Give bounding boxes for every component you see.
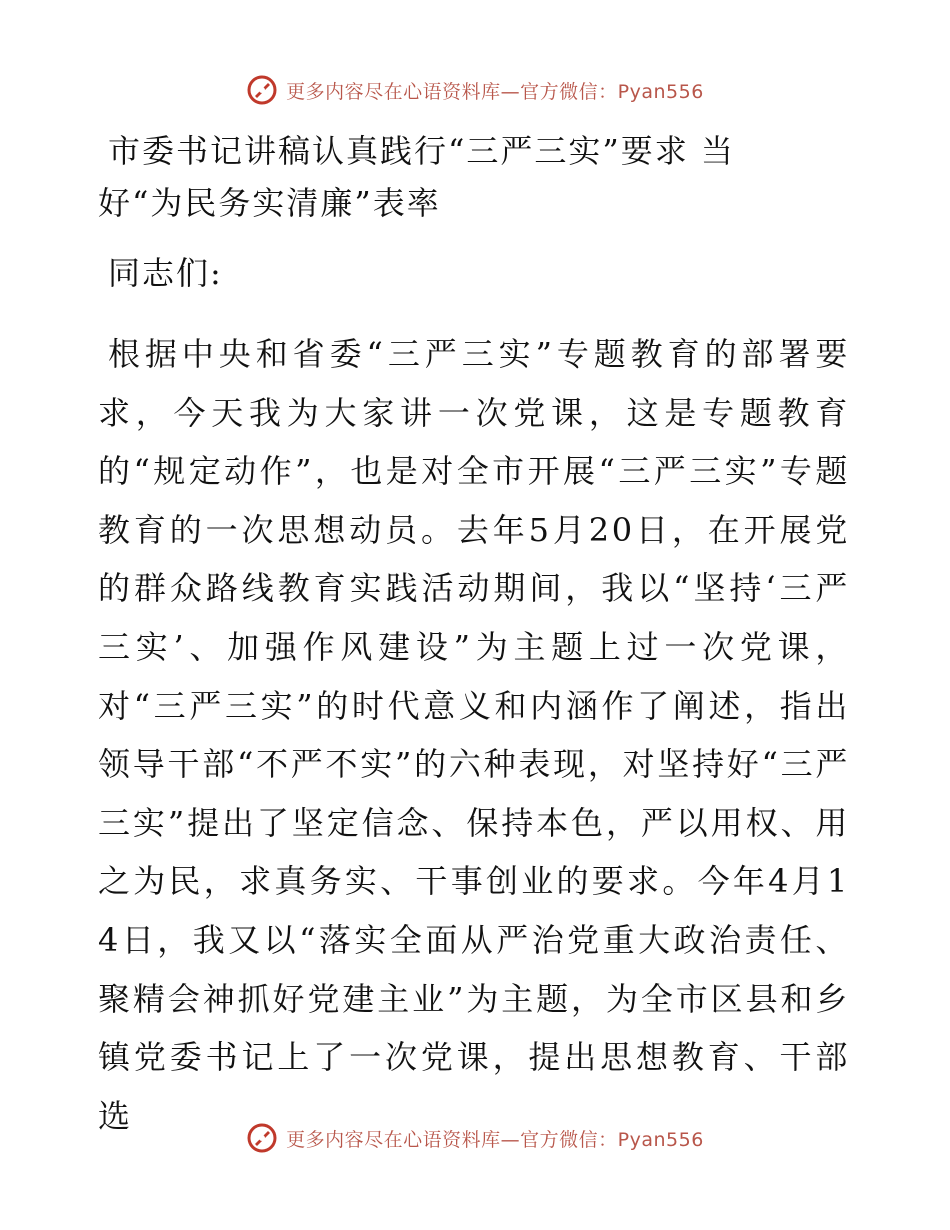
watermark-text: 更多内容尽在心语资料库—官方微信：Pyan556 (286, 1128, 704, 1151)
watermark-banner-bottom (0, 1118, 950, 1158)
wechat-id: Pyan556 (617, 1128, 704, 1151)
document-title (98, 125, 850, 229)
wechat-id: Pyan556 (617, 80, 704, 103)
body-paragraph: 根据中央和省委“三严三实”专题教育的部署要求，今天我为大家讲一次党课，这是专题教育的“规定动作”，也是对全市开展“三严三实”专题教育的一次思想动员。去年5月20日，在开展党的群众路线教育实践活动期间，我以“坚持‘三严三实’、加强作风建设”为主题上过一次党课，对“三严三实”的时代意义和内涵作了阐述，指出领导干部“不严不实”的六种表现，对坚持好“三严三实”提出了坚定信念、保持本色，严以用权、用之为民，求真务实、干事创业的要求。今年4月14日，我又以“落实全面从严治党重大政治责任、聚精会神抓好党建主业”为主题，为全市区县和乡镇党委书记上了一次党课，提出思想教育、干部选 (98, 335, 850, 1135)
quill-logo-icon (246, 74, 278, 106)
watermark-banner-top (0, 70, 950, 110)
document-body (98, 125, 850, 1145)
title-line-2: 好“为民务实清廉”表率 (98, 184, 441, 222)
title-line-1: 市委书记讲稿认真践行“三严三实”要求 当 (108, 132, 735, 170)
quill-logo-icon (246, 1122, 278, 1154)
greeting: 同志们: (108, 254, 223, 292)
watermark-text: 更多内容尽在心语资料库—官方微信：Pyan556 (286, 80, 704, 103)
